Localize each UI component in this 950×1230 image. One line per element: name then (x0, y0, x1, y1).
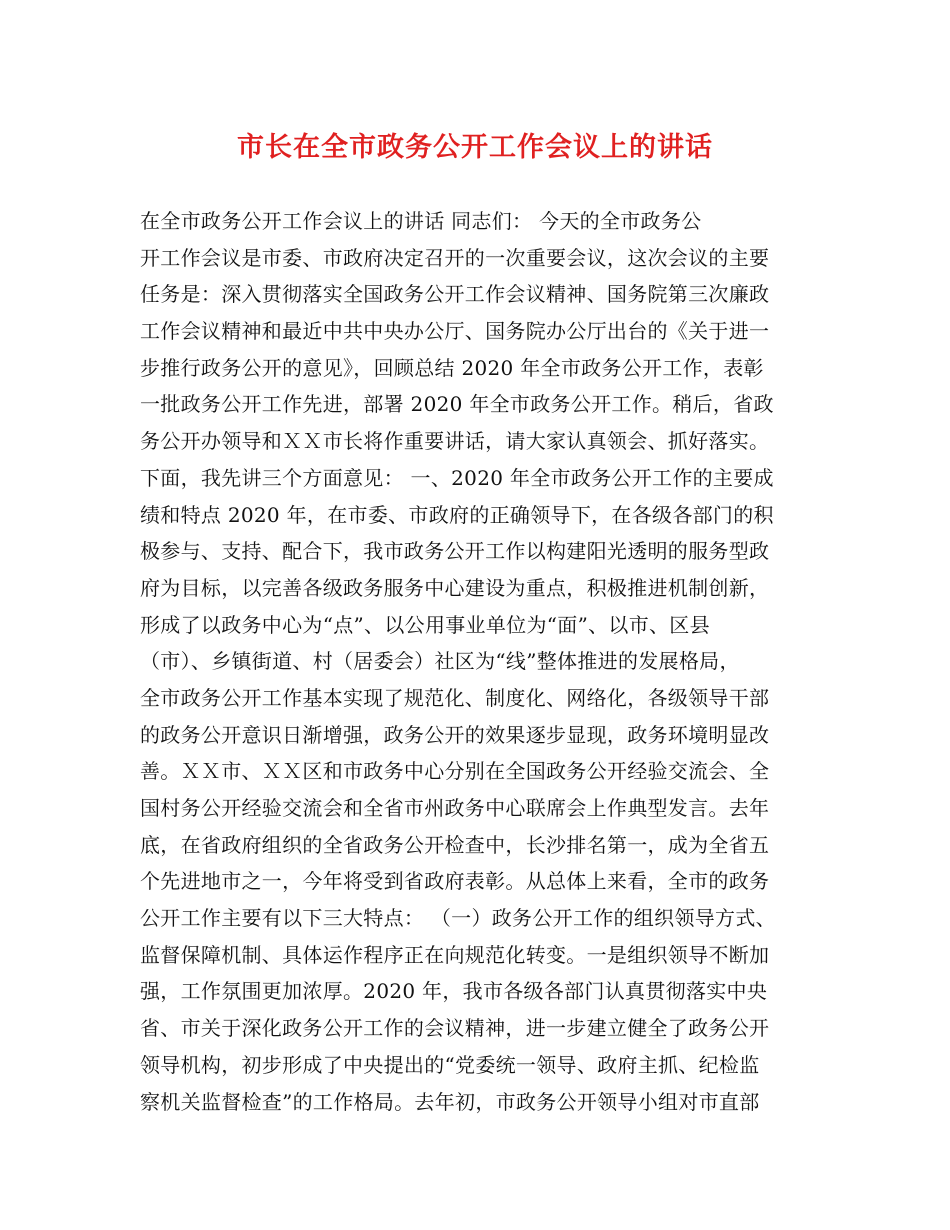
body-text-line: 极参与、支持、配合下，我市政务公开工作以构建阳光透明的服务型政 (140, 539, 770, 564)
body-text-line: 工作会议精神和最近中共中央办公厅、国务院办公厅出台的《关于进一 (140, 319, 770, 344)
body-text-line: 底，在省政府组织的全省政务公开检查中，长沙排名第一，成为全省五 (140, 832, 770, 857)
body-text-line: 在全市政务公开工作会议上的讲话 同志们： 今天的全市政务公 (140, 209, 702, 233)
body-text-line: 务公开办领导和ＸＸ市长将作重要讲话，请大家认真领会、抓好落实。 (140, 429, 770, 454)
body-text-line: 监督保障机制、具体运作程序正在向规范化转变。一是组织领导不断加 (140, 942, 770, 967)
body-text-line: 步推行政务公开的意见》，回顾总结 2020 年全市政务公开工作，表彰 (140, 355, 764, 380)
body-text-line: 个先进地市之一，今年将受到省政府表彰。从总体上来看，全市的政务 (140, 869, 770, 894)
body-text-line: 公开工作主要有以下三大特点： （一）政务公开工作的组织领导方式、 (140, 906, 776, 931)
body-text-line: 善。ＸＸ市、ＸＸ区和市政务中心分别在全国政务公开经验交流会、全 (140, 759, 770, 784)
body-text-line: 强，工作氛围更加浓厚。2020 年，我市各级各部门认真贯彻落实中央 (140, 979, 768, 1004)
body-text-line: 全市政务公开工作基本实现了规范化、制度化、网络化，各级领导干部 (140, 685, 770, 710)
body-text-line: 形成了以政务中心为“点”、以公用事业单位为“面”、以市、区县 (140, 612, 710, 637)
body-text-line: 绩和特点 2020 年，在市委、市政府的正确领导下，在各级各部门的积 (140, 502, 774, 527)
body-text-line: 任务是：深入贯彻落实全国政务公开工作会议精神、国务院第三次廉政 (140, 282, 770, 307)
body-text-line: 国村务公开经验交流会和全省市州政务中心联席会上作典型发言。去年 (140, 796, 770, 820)
body-text-line: （市）、乡镇街道、村（居委会）社区为“线”整体推进的发展格局， (140, 649, 740, 674)
document-title: 市长在全市政务公开工作会议上的讲话 (237, 132, 713, 163)
body-text-line: 开工作会议是市委、市政府决定召开的一次重要会议，这次会议的主要 (140, 245, 770, 270)
body-text-line: 的政务公开意识日渐增强，政务公开的效果逐步显现，政务环境明显改 (140, 722, 770, 747)
body-text-line: 下面，我先讲三个方面意见： 一、2020 年全市政务公开工作的主要成 (140, 465, 774, 490)
body-text-line: 一批政务公开工作先进，部署 2020 年全市政务公开工作。稍后，省政 (140, 392, 774, 417)
body-text-line: 省、市关于深化政务公开工作的会议精神，进一步建立健全了政务公开 (140, 1016, 770, 1041)
document-body (140, 203, 820, 1120)
body-text-line: 察机关监督检查”的工作格局。去年初，市政务公开领导小组对市直部 (140, 1089, 760, 1114)
body-text-line: 领导机构，初步形成了中央提出的“党委统一领导、政府主抓、纪检监 (140, 1052, 760, 1077)
body-text-line: 府为目标，以完善各级政务服务中心建设为重点，积极推进机制创新， (140, 575, 770, 600)
